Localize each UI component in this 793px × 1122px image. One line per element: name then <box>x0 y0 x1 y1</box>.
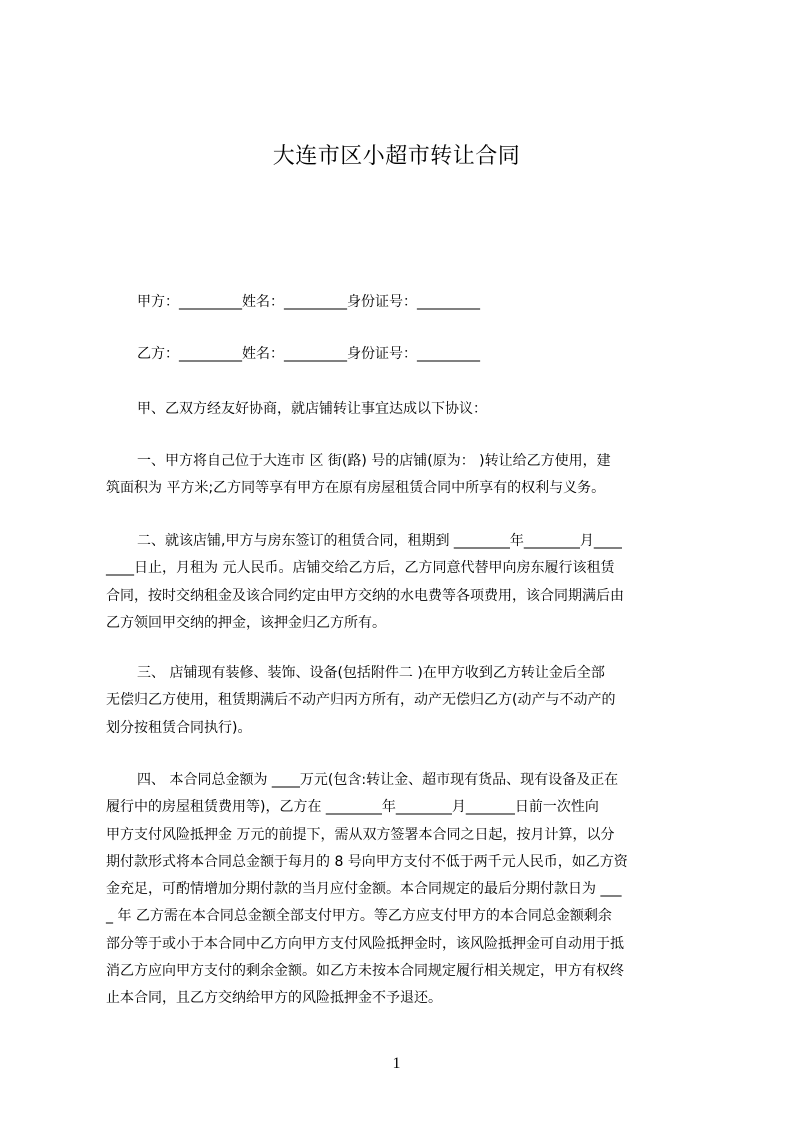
party-a-line: 甲方：_________姓名：_________身份证号：_________ <box>137 294 480 310</box>
clause-line: 无偿归乙方使用，租赁期满后不动产归丙方所有，动产无偿归乙方(动产与不动产的 <box>106 692 616 709</box>
document-title: 大连市区小超市转让合同 <box>272 144 521 169</box>
clause-1 <box>106 448 702 503</box>
clause-line: ____日止，月租为 元人民币。店铺交给乙方后，乙方同意代替甲向房东履行该租赁 <box>106 560 615 577</box>
clause-line: 履行中的房屋租赁费用等)，乙方在 ________年________月_______日前一次性向 <box>106 799 599 816</box>
clause-line: 筑面积为 平方米;乙方同等享有甲方在原有房屋租赁合同中所享有的权利与义务。 <box>106 480 606 497</box>
party-b-line: 乙方：_________姓名：_________身份证号：_________ <box>137 346 480 362</box>
clause-line: 一、甲方将自己位于大连市 区 街(路) 号的店铺(原为： )转让给乙方使用，建 <box>137 453 611 469</box>
clause-line: 四、 本合同总金额为 ____万元(包含:转让金、超市现有货品、现有设备及正在 <box>137 772 619 788</box>
clause-line: 期付款形式将本合同总金额于每月的 8 号向甲方支付不低于两千元人民币，如乙方资 <box>106 853 628 870</box>
clause-line: 止本合同，且乙方交纳给甲方的风险抵押金不予退还。 <box>106 990 442 1007</box>
clause-line: 甲方支付风险抵押金 万元的前提下，需从双方签署本合同之日起，按月计算，以分 <box>106 826 615 843</box>
page-number: 1 <box>392 1055 401 1072</box>
clause-line: 部分等于或小于本合同中乙方向甲方支付风险抵押金时，该风险抵押金可自动用于抵 <box>106 935 624 952</box>
clause-3 <box>106 660 702 742</box>
clause-line: 消乙方应向甲方支付的剩余金额。如乙方未按本合同规定履行相关规定，甲方有权终 <box>106 963 624 980</box>
clause-2 <box>106 528 702 637</box>
clause-line: 乙方领回甲交纳的押金，该押金归乙方所有。 <box>106 614 386 631</box>
intro-paragraph: 甲、乙双方经友好协商，就店铺转让事宜达成以下协议： <box>137 401 487 417</box>
clause-line: _ 年 乙方需在本合同总金额全部支付甲方。等乙方应支付甲方的本合同总金额剩余 <box>106 908 612 925</box>
clause-line: 三、 店铺现有装修、装饰、设备(包括附件二 )在甲方收到乙方转让金后全部 <box>137 665 605 681</box>
clause-line: 二、就该店铺,甲方与房东签订的租赁合同，租期到 ________年________月____ <box>137 533 622 549</box>
clause-4 <box>106 767 702 1013</box>
clause-line: 合同，按时交纳租金及该合同约定由甲方交纳的水电费等各项费用，该合同期满后由 <box>106 587 624 604</box>
clause-line: 划分按租赁合同执行)。 <box>106 719 252 736</box>
clause-line: 金充足，可酌情增加分期付款的当月应付金额。本合同规定的最后分期付款日为 ___ <box>106 881 622 898</box>
